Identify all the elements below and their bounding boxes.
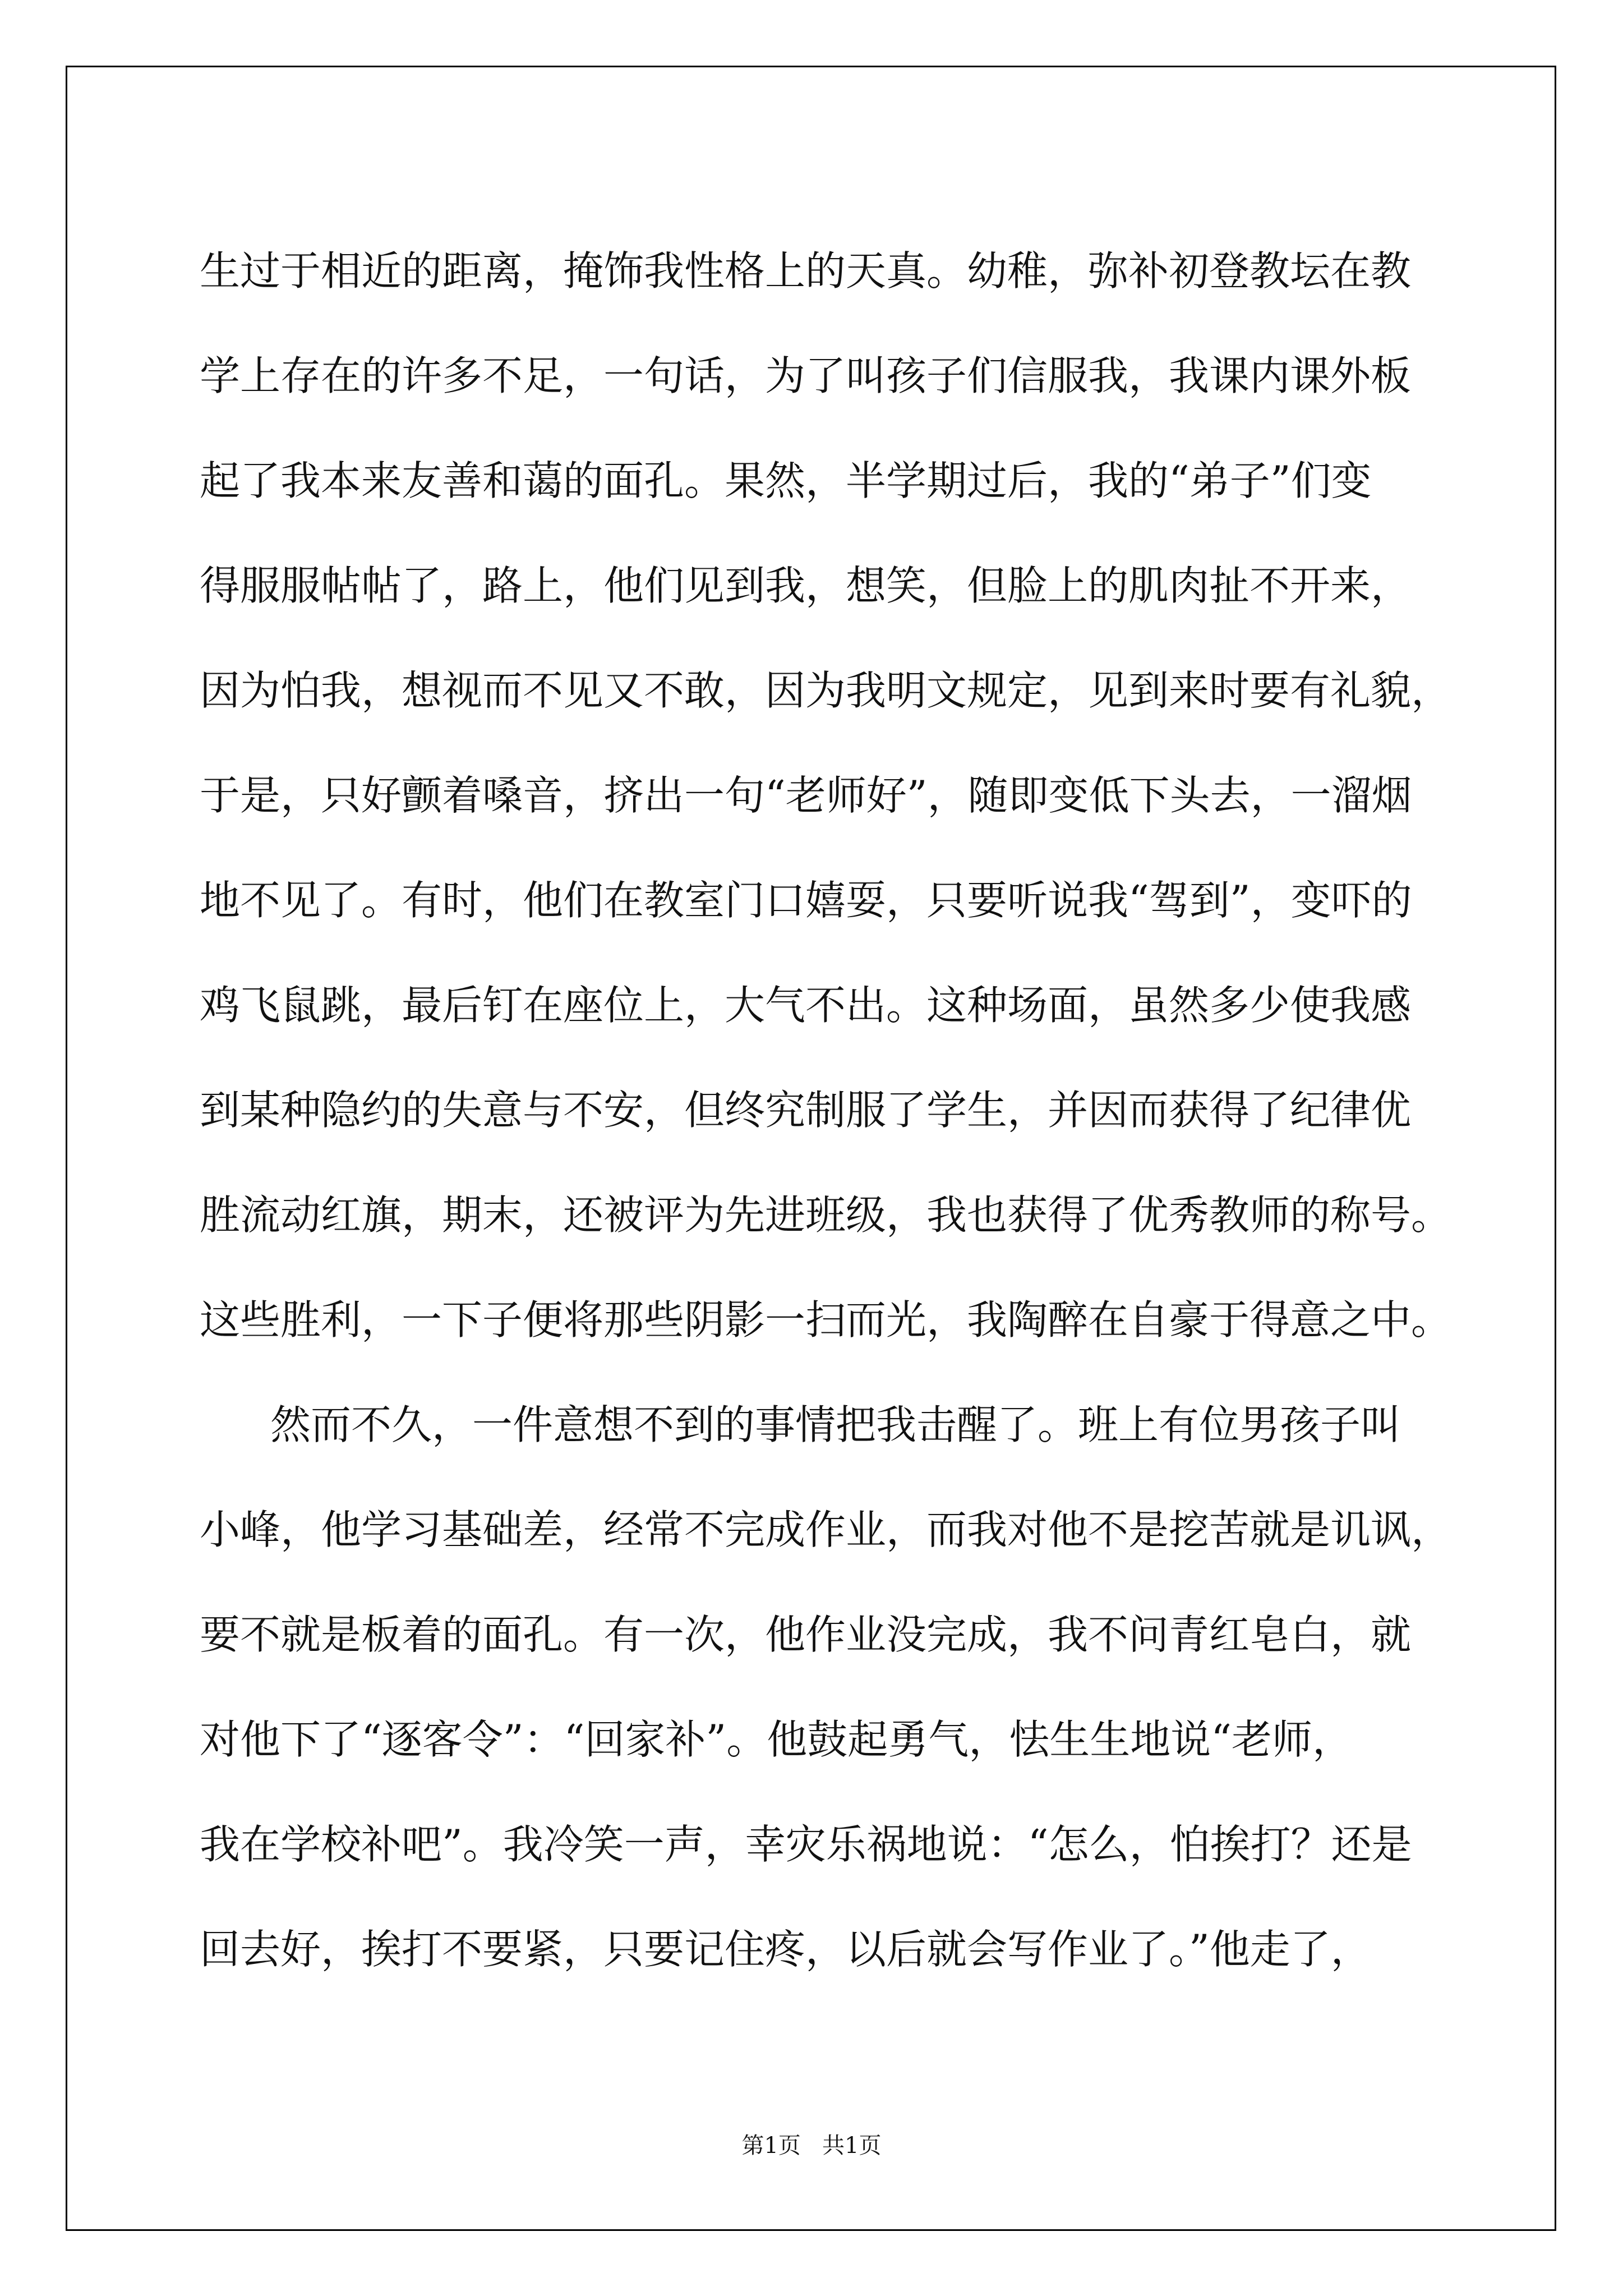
text-line: 起了我本来友善和蔼的面孔。果然，半学期过后，我的“弟子”们变	[200, 457, 1372, 504]
text-line: 因为怕我，想视而不见又不敢，因为我明文规定，见到来时要有礼貌，	[200, 667, 1452, 714]
paragraph-start-line: 然而不久，一件意想不到的事情把我击醒了。班上有位男孩子叫	[270, 1401, 1401, 1448]
text-line: 小峰，他学习基础差，经常不完成作业，而我对他不是挖苦就是讥讽，	[200, 1506, 1452, 1553]
text-line: 得服服帖帖了，路上，他们见到我，想笑，但脸上的肌肉扯不开来，	[200, 562, 1412, 609]
text-line: 胜流动红旗，期末，还被评为先进班级，我也获得了优秀教师的称号。	[200, 1191, 1452, 1239]
page-number-footer: 第1页 共1页	[741, 2133, 882, 2159]
text-line: 鸡飞鼠跳，最后钉在座位上，大气不出。这种场面，虽然多少使我感	[200, 982, 1412, 1029]
document-body	[200, 219, 1456, 2002]
text-line: 地不见了。有时，他们在教室门口嬉耍，只要听说我“驾到”，变吓的	[200, 877, 1412, 924]
text-line: 于是，只好颤着嗓音，挤出一句“老师好”，随即变低下头去，一溜烟	[200, 772, 1412, 819]
text-line: 回去好，挨打不要紧，只要记住疼，以后就会写作业了。”他走了，	[200, 1926, 1371, 1973]
text-line: 这些胜利，一下子便将那些阴影一扫而光，我陶醉在自豪于得意之中。	[200, 1296, 1452, 1343]
text-line: 要不就是板着的面孔。有一次，他作业没完成，我不问青红皂白，就	[200, 1611, 1412, 1658]
text-line: 到某种隐约的失意与不安，但终究制服了学生，并因而获得了纪律优	[200, 1087, 1412, 1134]
text-line: 我在学校补吧”。我冷笑一声，幸灾乐祸地说：“怎么，怕挨打？还是	[200, 1821, 1412, 1868]
text-line: 生过于相近的距离，掩饰我性格上的天真。幼稚，弥补初登教坛在教	[200, 247, 1412, 295]
text-line: 学上存在的许多不足，一句话，为了叫孩子们信服我，我课内课外板	[200, 352, 1412, 399]
text-line: 对他下了“逐客令”：“回家补”。他鼓起勇气，怯生生地说“老师，	[200, 1716, 1353, 1763]
